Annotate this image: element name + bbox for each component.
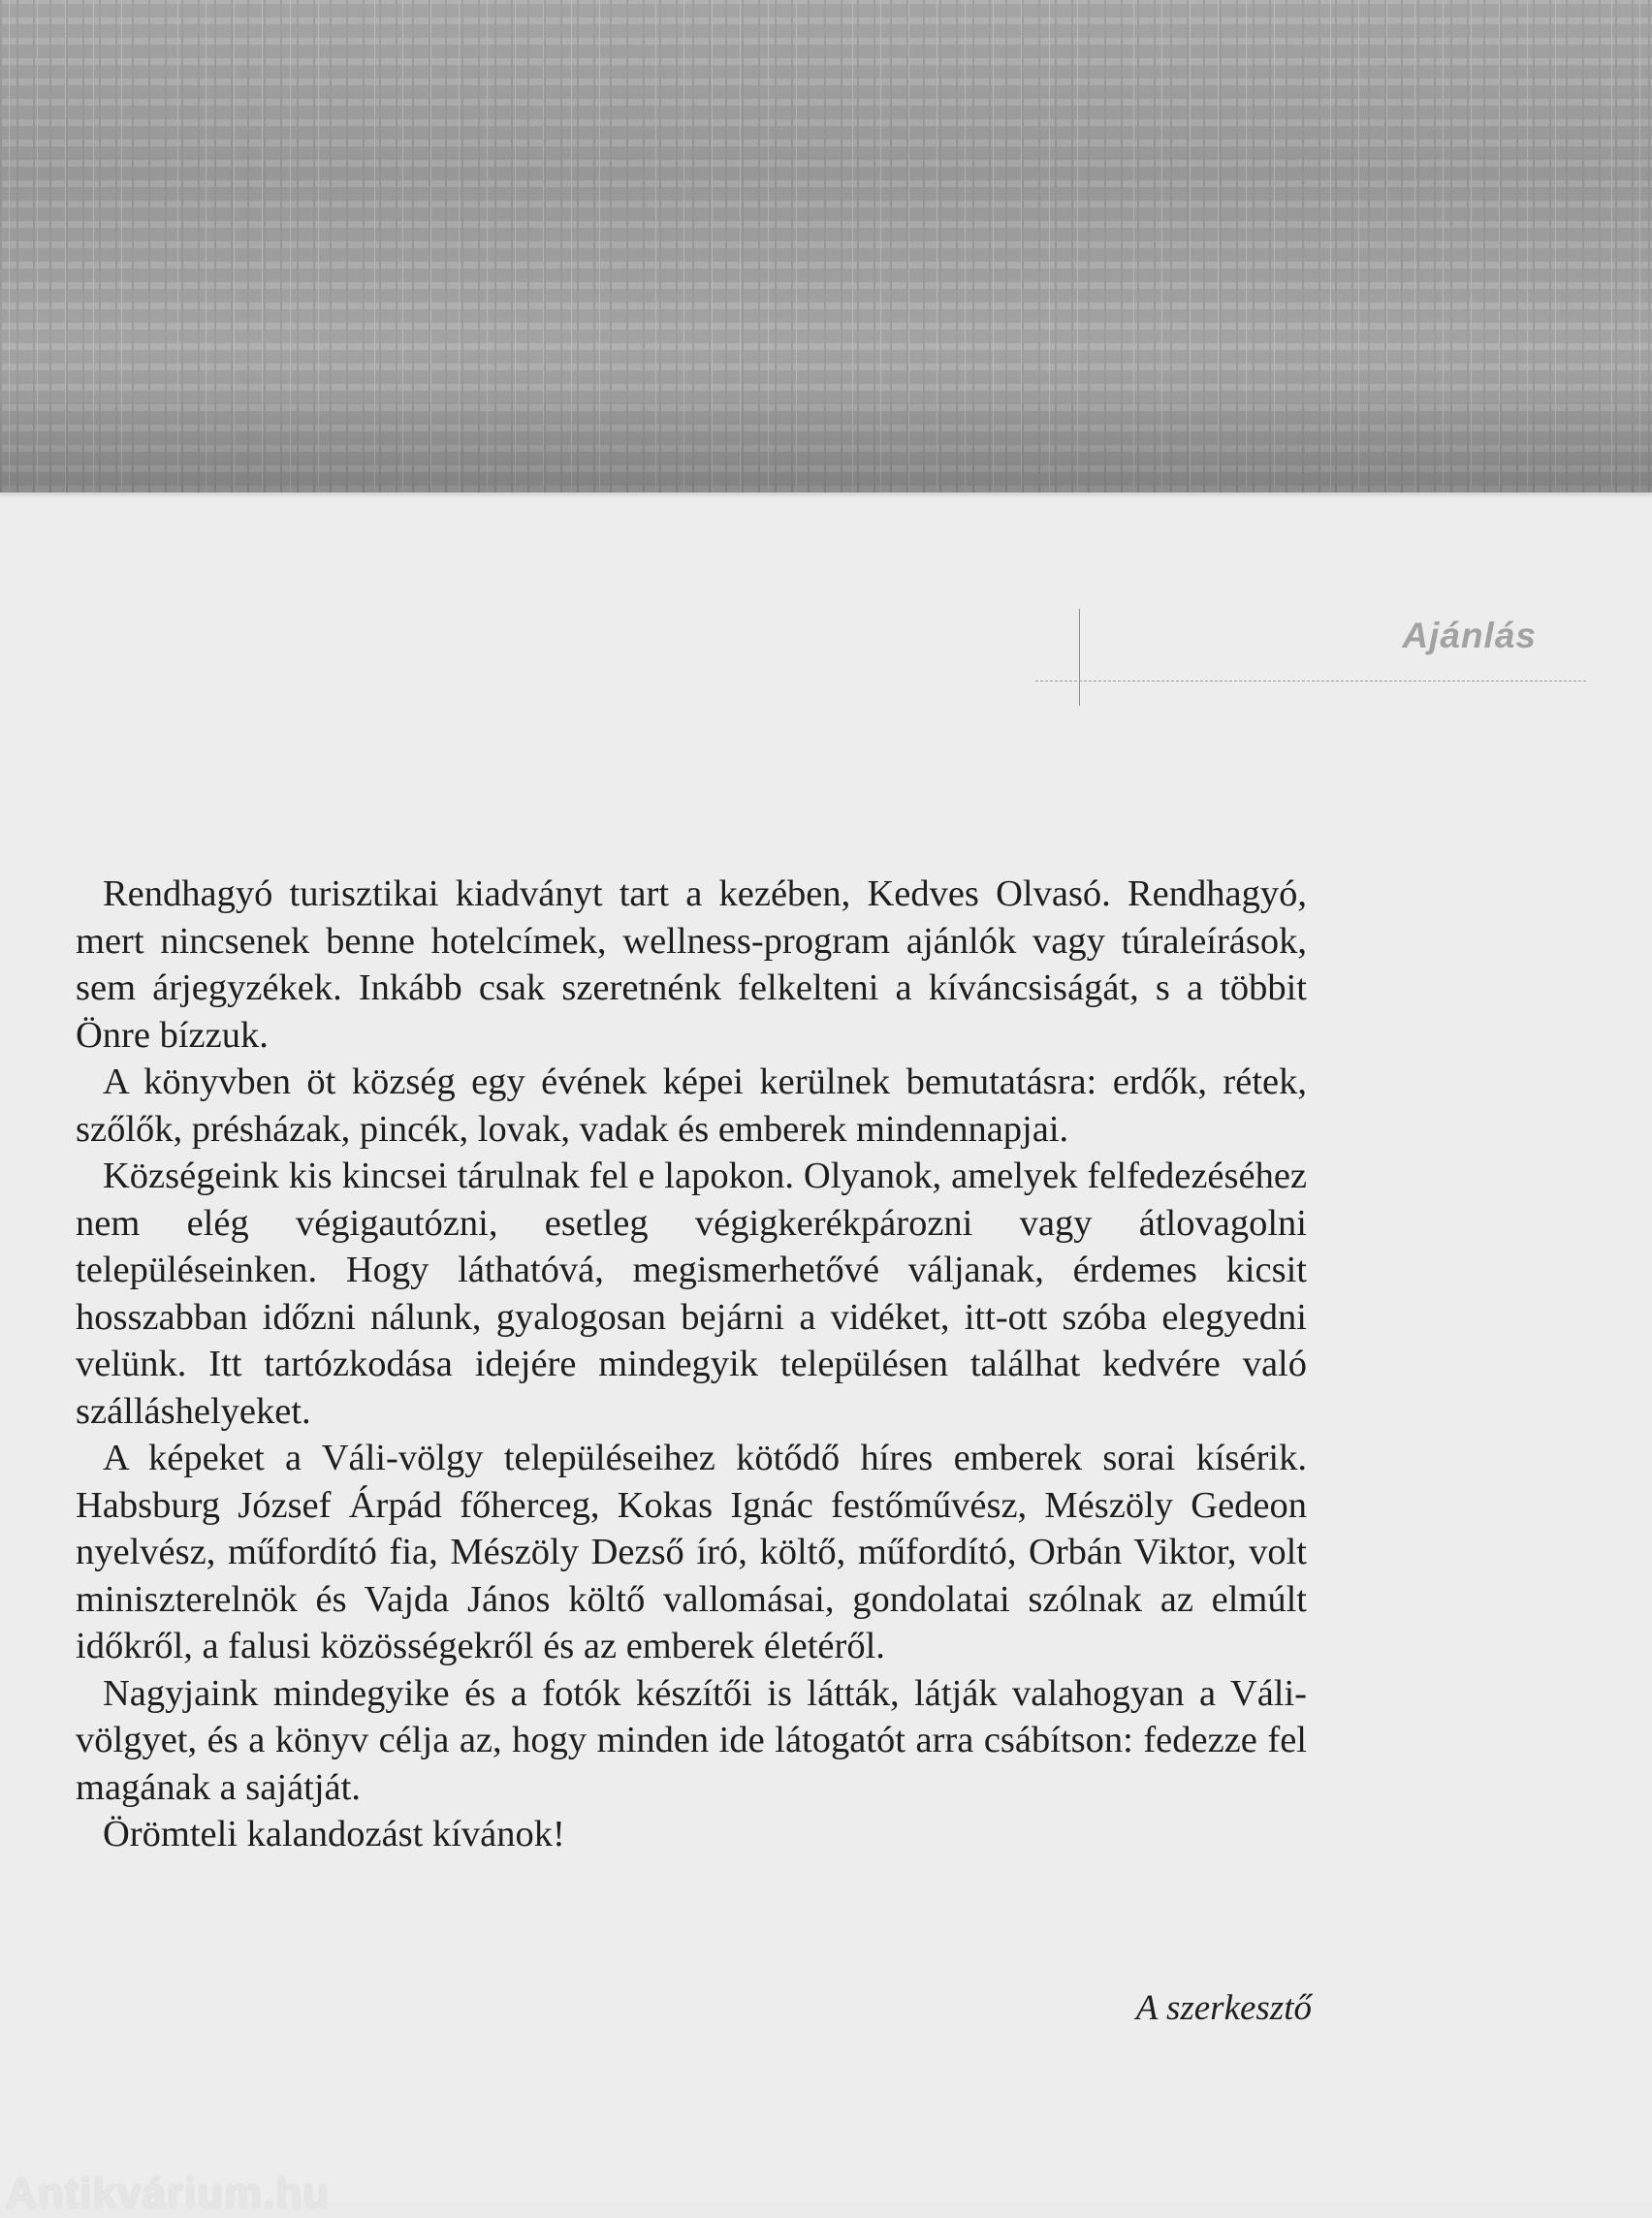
book-page <box>0 492 1652 2202</box>
section-title: Ajánlás <box>1402 616 1537 655</box>
paragraph: Örömteli kalandozást kívánok! <box>103 1814 565 1854</box>
cover-photo-band <box>0 0 1652 492</box>
preface-text <box>76 871 1307 1858</box>
signature: A szerkesztő <box>1135 1988 1312 2028</box>
paragraph: Rendhagyó turisztikai kiadványt tart a kezében, Kedves Olvasó. Rendhagyó, mert nincsenek benne hotelcímek, wellness-program ajánlók vagy túraleírások, sem árjegyzékek. Inkább csak szeretnénk felkelteni a kíváncsiságát, s a többit Önre bízzuk. <box>76 873 1307 1056</box>
watermark: Antikvárium.hu <box>6 2170 331 2217</box>
paragraph: A képeket a Váli-völgy településeihez kötődő híres emberek sorai kísérik. Habsburg József Árpád főherceg, Kokas Ignác festőművész, Mészöly Gedeon nyelvész, műfordító fia, Mészöly Dezső író, költő, műfordító, Orbán Viktor, volt miniszterelnök és Vajda János költő vallomásai, gondolatai szólnak az elmúlt időkről, a falusi közösségekről és az emberek életéről. <box>76 1438 1307 1666</box>
paragraph: Községeink kis kincsei tárulnak fel e lapokon. Olyanok, amelyek felfedezéséhez nem elég végigautózni, esetleg végigkerékpározni vagy átlovagolni településeinken. Hogy láthatóvá, megismerhetővé váljanak, érdemes kicsit hosszabban időzni nálunk, gyalogosan bejárni a vidéket, itt-ott szóba elegyedni velünk. Itt tartózkodása idejére mindegyik településen találhat kedvére való szálláshelyeket. <box>76 1156 1307 1432</box>
paragraph: Nagyjaink mindegyike és a fotók készítői is látták, látják valahogyan a Váli-völgyet, és a könyv célja az, hogy minden ide látogatót arra csábítson: fedezze fel magának a sajátját. <box>76 1672 1307 1808</box>
paragraph: A könyvben öt község egy évének képei kerülnek bemutatásra: erdők, rétek, szőlők, présházak, pincék, lovak, vadak és emberek mindennapjai. <box>76 1061 1307 1150</box>
corner-marker-vertical-line <box>1079 609 1080 706</box>
